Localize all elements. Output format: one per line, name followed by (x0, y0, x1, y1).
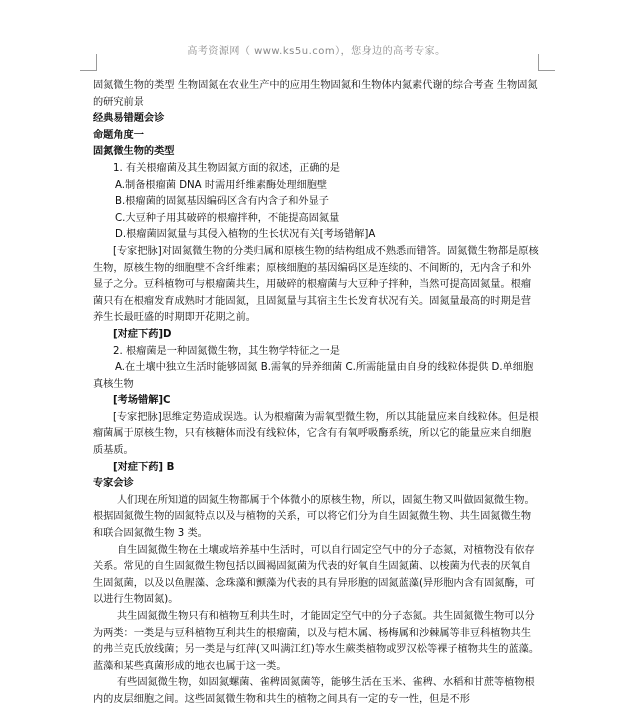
paragraph: 有些固氮微生物，如固氮螺菌、雀稗固氮菌等，能够生活在玉米、雀稗、水稻和甘蔗等植物根内的皮层细胞之间。这些固氮微生物和共生的植物之间具有一定的专一性，但是不形 (93, 677, 535, 705)
paragraph: 共生固氮微生物只有和植物互利共生时，才能固定空气中的分子态氮。共生固氮微生物可以分为两类：一类是与豆科植物互利共生的根瘤菌，以及与桤木属、杨梅属和沙棘属等非豆科植物共生的弗兰克氏放线菌；另一类是与红萍(又叫满江红)等水生蕨类植物或罗汉松等裸子植物共生的蓝藻。蓝藻和某些真菌形成的地衣也属于这一类。 (93, 611, 540, 672)
paragraph: 专家会诊 (93, 478, 134, 490)
paragraph: 自生固氮微生物在土壤或培养基中生活时，可以自行固定空气中的分子态氮，对植物没有依存关系。常见的自生固氮微生物包括以圆褐固氮菌为代表的好氧自生固氮菌、以梭菌为代表的厌氧自生固氮菌，以及以鱼腥藻、念珠藻和颤藻为代表的具有异形胞的固氮蓝藻(异形胞内含有固氮酶，可以进行生物固氮)。 (93, 544, 536, 606)
paragraph: [对症下药] B (113, 461, 175, 473)
paragraph: 经典易错题会诊 (93, 113, 165, 125)
crop-mark-right (538, 54, 555, 71)
paragraph: 命题角度一 (93, 129, 144, 141)
paragraph: A.制备根瘤菌 DNA 时需用纤维素酶处理细胞壁 (115, 179, 328, 191)
paragraph: B.根瘤菌的固氮基因编码区含有内含子和外显子 (115, 196, 329, 208)
paragraph: 1. 有关根瘤菌及其生物固氮方面的叙述，正确的是 (113, 162, 340, 174)
paragraph: [对症下药]D (113, 328, 172, 340)
paragraph: 固氮微生物的类型 生物固氮在农业生产中的应用生物固氮和生物体内氮素代谢的综合考查 生物固氮的研究前景 (93, 80, 538, 108)
paragraph: 人们现在所知道的固氮生物都属于个体微小的原核生物，所以，固氮生物又叫做固氮微生物。根据固氮微生物的固氮特点以及与植物的关系，可以将它们分为自生固氮微生物、共生固氮微生物和联合固氮微生物 3 类。 (93, 494, 535, 540)
paragraph: [专家把脉]思维定势造成误选。认为根瘤菌为需氧型微生物，所以其能量应来自线粒体。但是根瘤菌属于原核生物，只有核糖体而没有线粒体，它含有有氧呼吸酶系统，所以它的能量应来自细胞质基质。 (93, 411, 539, 457)
document-body (93, 78, 540, 709)
crop-mark-left (80, 54, 97, 71)
paragraph: [考场错解]C (113, 395, 171, 407)
paragraph: A.在土壤中独立生活时能够固氮 B.需氧的异养细菌 C.所需能量由自身的线粒体提供 D.单细胞真核生物 (93, 362, 534, 390)
page-header: 高考资源网（ www.ks5u.com），您身边的高考专家。 (187, 46, 446, 57)
paragraph: [专家把脉]对固氮微生物的分类归属和原核生物的结构组成不熟悉而错答。固氮微生物都是原核生物，原核生物的细胞壁不含纤维素；原核细胞的基因编码区是连续的、不间断的，无内含子和外显子之分。豆科植物可与根瘤菌共生，用破碎的根瘤菌与大豆种子拌种，当然可提高固氮量。根瘤菌只有在根瘤发育成熟时才能固氮，且固氮量与其宿主生长发育状况有关。固氮量最高的时期是营养生长最旺盛的时期即开花期之前。 (93, 245, 539, 324)
paragraph: D.根瘤菌固氮量与其侵入植物的生长状况有关[考场错解]A (115, 229, 376, 241)
paragraph: 固氮微生物的类型 (93, 146, 175, 158)
paragraph: 2. 根瘤菌是一种固氮微生物，其生物学特征之一是 (113, 345, 340, 357)
paragraph: C.大豆种子用其破碎的根瘤拌种，不能提高固氮量 (115, 212, 340, 224)
